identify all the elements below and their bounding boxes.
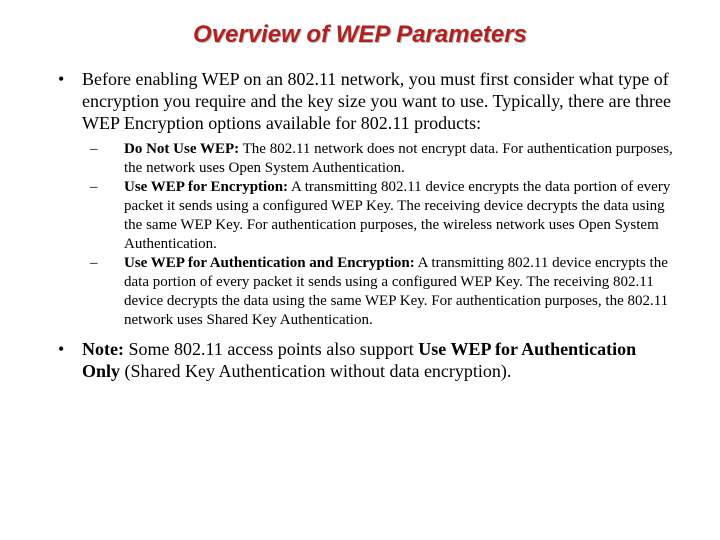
option-do-not-use-wep	[90, 140, 678, 178]
note-text-1: Some 802.11 access points also support	[123, 339, 419, 359]
bullet-intro-text: Before enabling WEP on an 802.11 network, you must first consider what type of encryption you require and the key size you want to use. Typically, there are three WEP Encryption options available for 802.11 products:	[82, 69, 672, 133]
slide-title: Overview of WEP Parameters	[193, 21, 527, 48]
option-label: Use WEP for Encryption:	[124, 179, 289, 195]
option-label: Do Not Use WEP:	[124, 141, 240, 157]
option-use-wep-for-auth-and-encryption	[90, 254, 678, 330]
note-text-2: (Shared Key Authentication without data encryption).	[120, 361, 512, 381]
bullet-intro	[58, 68, 678, 134]
sub-mark: –	[90, 141, 98, 157]
slide-body	[58, 68, 678, 382]
sub-mark: –	[90, 179, 98, 195]
bullet-mark: •	[58, 339, 65, 359]
option-text: A transmitting 802.11 device encrypts the data portion of every packet it sends using a configured WEP Key. The receiving 802.11 device decrypts the data using the same WEP Key. For authentication purposes, the 802.11 network uses Shared Key Authentication.	[124, 255, 669, 328]
option-text: The 802.11 network does not encrypt data. For authentication purposes, the network uses Open System Authentication.	[124, 141, 673, 176]
wep-options-list	[58, 140, 678, 330]
bullet-note	[58, 338, 678, 382]
bullet-mark: •	[58, 69, 65, 89]
note-bold-option: Use WEP for Authentication Only	[82, 339, 637, 381]
option-text: A transmitting 802.11 device encrypts the data portion of every packet it sends using a configured WEP Key. The receiving device decrypts the data using the same WEP Key. For authentication purposes, the wireless network uses Open System Authentication.	[124, 179, 671, 252]
option-label: Use WEP for Authentication and Encryption:	[124, 255, 415, 271]
sub-mark: –	[90, 255, 98, 271]
option-use-wep-for-encryption	[90, 178, 678, 254]
note-label: Note:	[82, 339, 124, 359]
